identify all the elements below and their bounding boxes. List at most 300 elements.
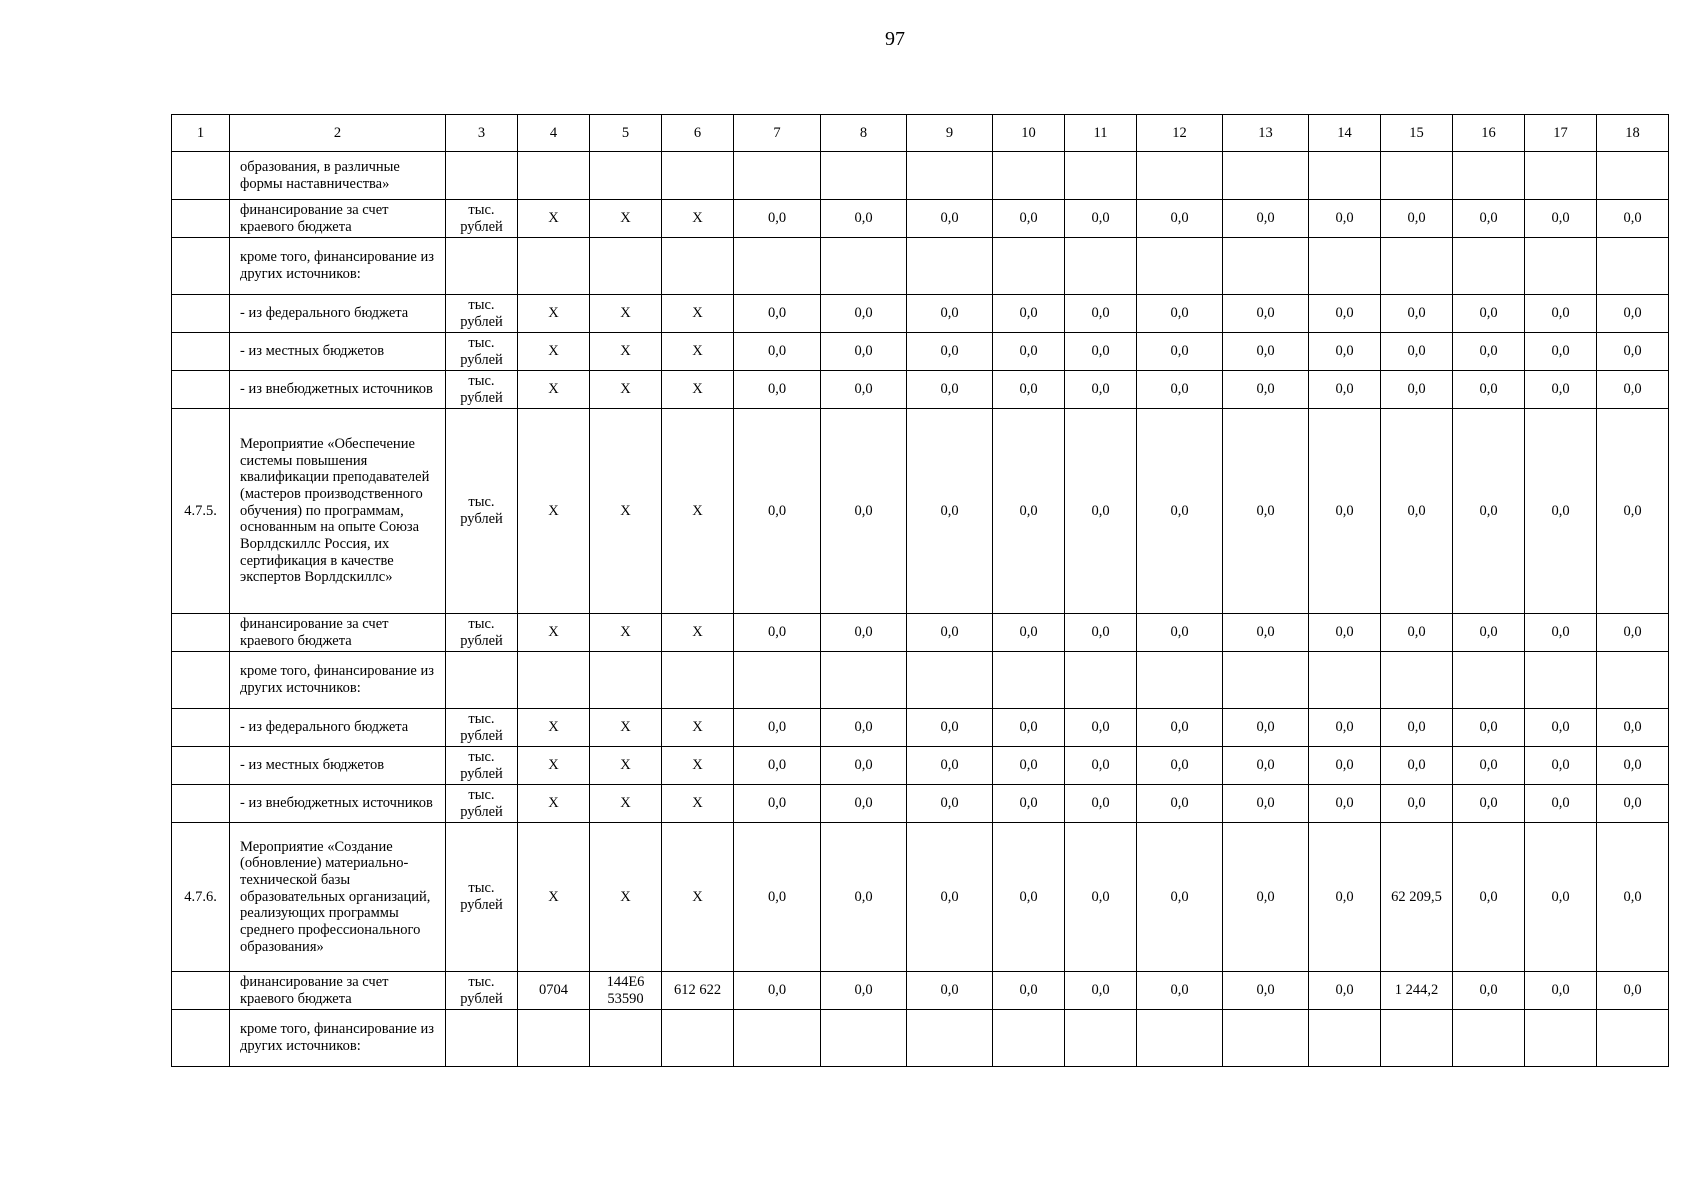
value-cell: 0,0 xyxy=(1597,295,1669,333)
value-cell: X xyxy=(590,785,662,823)
value-cell: 0,0 xyxy=(1453,371,1525,409)
value-cell: 0,0 xyxy=(1309,972,1381,1010)
table-row xyxy=(172,747,1669,785)
value-cell: 0,0 xyxy=(1597,709,1669,747)
value-cell: X xyxy=(518,823,590,972)
value-cell xyxy=(1137,1010,1223,1067)
value-cell xyxy=(518,1010,590,1067)
item-name-cell: - из федерального бюджета xyxy=(230,295,446,333)
item-name-cell: - из местных бюджетов xyxy=(230,747,446,785)
value-cell: тыс. рублей xyxy=(446,333,518,371)
table-body xyxy=(172,115,1669,1067)
row-number-cell xyxy=(172,1010,230,1067)
value-cell: 0,0 xyxy=(1597,371,1669,409)
column-header-8: 8 xyxy=(821,115,907,152)
header-row xyxy=(172,115,1669,152)
value-cell xyxy=(1065,238,1137,295)
value-cell: X xyxy=(662,709,734,747)
value-cell: 0,0 xyxy=(1223,785,1309,823)
value-cell: 0,0 xyxy=(1381,333,1453,371)
value-cell: 0,0 xyxy=(1065,614,1137,652)
value-cell: 0,0 xyxy=(993,823,1065,972)
value-cell: X xyxy=(590,709,662,747)
item-name-cell: кроме того, финансирование из других источников: xyxy=(230,238,446,295)
value-cell: 0,0 xyxy=(1381,295,1453,333)
item-name-cell: Мероприятие «Создание (обновление) материально-технической базы образовательных организаций, реализующих программы среднего профессионального образования» xyxy=(230,823,446,972)
value-cell: 0,0 xyxy=(1525,972,1597,1010)
value-cell: тыс. рублей xyxy=(446,371,518,409)
value-cell: 0,0 xyxy=(734,295,821,333)
value-cell xyxy=(1381,152,1453,200)
value-cell xyxy=(1453,652,1525,709)
table-row xyxy=(172,972,1669,1010)
value-cell: 0,0 xyxy=(1453,972,1525,1010)
value-cell xyxy=(1525,1010,1597,1067)
value-cell: тыс. рублей xyxy=(446,972,518,1010)
table-row xyxy=(172,333,1669,371)
value-cell xyxy=(446,238,518,295)
value-cell: 0,0 xyxy=(1525,747,1597,785)
item-name-cell: Мероприятие «Обеспечение системы повышения квалификации преподавателей (мастеров производственного обучения) по программам, основанным на опыте Союза Ворлдскиллс Россия, их сертификация в качестве экспертов Ворлдскиллс» xyxy=(230,409,446,614)
column-header-7: 7 xyxy=(734,115,821,152)
value-cell: X xyxy=(590,333,662,371)
page-number: 97 xyxy=(885,28,905,50)
value-cell xyxy=(1223,152,1309,200)
value-cell: X xyxy=(518,371,590,409)
value-cell: 0,0 xyxy=(993,747,1065,785)
row-number-cell xyxy=(172,200,230,238)
value-cell: 0,0 xyxy=(1453,333,1525,371)
row-number-cell xyxy=(172,972,230,1010)
value-cell: X xyxy=(662,295,734,333)
value-cell: 0,0 xyxy=(993,333,1065,371)
value-cell: 0,0 xyxy=(1453,200,1525,238)
value-cell xyxy=(1525,652,1597,709)
value-cell: 0,0 xyxy=(734,409,821,614)
value-cell xyxy=(1453,238,1525,295)
item-name-cell: кроме того, финансирование из других источников: xyxy=(230,652,446,709)
value-cell xyxy=(1381,238,1453,295)
column-header-14: 14 xyxy=(1309,115,1381,152)
value-cell: 0,0 xyxy=(993,614,1065,652)
table-row xyxy=(172,823,1669,972)
value-cell: 0,0 xyxy=(1223,200,1309,238)
value-cell xyxy=(1597,1010,1669,1067)
value-cell xyxy=(821,1010,907,1067)
value-cell: 0,0 xyxy=(1137,333,1223,371)
value-cell xyxy=(1309,1010,1381,1067)
value-cell: X xyxy=(518,785,590,823)
value-cell: 0,0 xyxy=(993,371,1065,409)
value-cell: тыс. рублей xyxy=(446,747,518,785)
column-header-1: 1 xyxy=(172,115,230,152)
value-cell: 1 244,2 xyxy=(1381,972,1453,1010)
value-cell xyxy=(907,1010,993,1067)
value-cell xyxy=(1223,652,1309,709)
value-cell: 0,0 xyxy=(821,823,907,972)
value-cell: 0,0 xyxy=(1137,614,1223,652)
item-name-cell: кроме того, финансирование из других источников: xyxy=(230,1010,446,1067)
table-row xyxy=(172,785,1669,823)
value-cell xyxy=(907,238,993,295)
value-cell: 0,0 xyxy=(907,747,993,785)
value-cell: 0,0 xyxy=(993,972,1065,1010)
value-cell: 0,0 xyxy=(1065,747,1137,785)
value-cell: 0,0 xyxy=(1223,614,1309,652)
row-number-cell xyxy=(172,785,230,823)
value-cell: тыс. рублей xyxy=(446,295,518,333)
value-cell xyxy=(1065,1010,1137,1067)
value-cell: 0,0 xyxy=(1597,333,1669,371)
value-cell: 0,0 xyxy=(1525,409,1597,614)
value-cell: 0,0 xyxy=(1223,295,1309,333)
value-cell xyxy=(1525,238,1597,295)
value-cell xyxy=(446,1010,518,1067)
value-cell: 0,0 xyxy=(1137,200,1223,238)
value-cell xyxy=(590,238,662,295)
value-cell xyxy=(662,652,734,709)
value-cell xyxy=(821,238,907,295)
value-cell: 0,0 xyxy=(1223,409,1309,614)
value-cell: 0,0 xyxy=(1381,785,1453,823)
value-cell: 0,0 xyxy=(1525,785,1597,823)
value-cell: 0,0 xyxy=(1381,614,1453,652)
table-row xyxy=(172,652,1669,709)
value-cell: 0,0 xyxy=(1597,614,1669,652)
value-cell: 0,0 xyxy=(1223,709,1309,747)
value-cell: 0,0 xyxy=(821,409,907,614)
value-cell: 0,0 xyxy=(1137,371,1223,409)
column-header-12: 12 xyxy=(1137,115,1223,152)
value-cell: 0,0 xyxy=(907,409,993,614)
value-cell: X xyxy=(662,747,734,785)
value-cell xyxy=(446,652,518,709)
value-cell: X xyxy=(590,614,662,652)
column-header-9: 9 xyxy=(907,115,993,152)
value-cell: 0,0 xyxy=(1065,371,1137,409)
table-row xyxy=(172,614,1669,652)
value-cell: 0,0 xyxy=(1597,785,1669,823)
value-cell xyxy=(662,238,734,295)
value-cell: X xyxy=(662,371,734,409)
value-cell xyxy=(1381,652,1453,709)
value-cell xyxy=(446,152,518,200)
value-cell xyxy=(1597,152,1669,200)
value-cell: X xyxy=(662,614,734,652)
value-cell xyxy=(1525,152,1597,200)
value-cell: X xyxy=(590,371,662,409)
item-name-cell: - из внебюджетных источников xyxy=(230,371,446,409)
value-cell: 0,0 xyxy=(1597,747,1669,785)
value-cell: 0,0 xyxy=(734,709,821,747)
value-cell: 0,0 xyxy=(1453,614,1525,652)
value-cell xyxy=(1597,238,1669,295)
value-cell: 0,0 xyxy=(1309,747,1381,785)
column-header-18: 18 xyxy=(1597,115,1669,152)
value-cell: 0,0 xyxy=(1453,709,1525,747)
value-cell: тыс. рублей xyxy=(446,409,518,614)
value-cell xyxy=(1597,652,1669,709)
value-cell: 0,0 xyxy=(907,709,993,747)
value-cell: 0,0 xyxy=(734,823,821,972)
value-cell xyxy=(1453,152,1525,200)
table-row xyxy=(172,371,1669,409)
value-cell: 0,0 xyxy=(1137,409,1223,614)
budget-table xyxy=(171,114,1669,1067)
column-header-6: 6 xyxy=(662,115,734,152)
value-cell: 0,0 xyxy=(821,333,907,371)
value-cell: 0,0 xyxy=(907,371,993,409)
value-cell: 0,0 xyxy=(1065,823,1137,972)
value-cell xyxy=(1223,1010,1309,1067)
value-cell: X xyxy=(518,200,590,238)
value-cell: 0,0 xyxy=(993,785,1065,823)
value-cell: 0,0 xyxy=(1381,747,1453,785)
value-cell: 0,0 xyxy=(993,709,1065,747)
value-cell: 0704 xyxy=(518,972,590,1010)
value-cell xyxy=(993,652,1065,709)
value-cell: X xyxy=(662,409,734,614)
value-cell xyxy=(518,238,590,295)
column-header-15: 15 xyxy=(1381,115,1453,152)
value-cell xyxy=(993,1010,1065,1067)
value-cell: тыс. рублей xyxy=(446,785,518,823)
value-cell: X xyxy=(662,333,734,371)
value-cell xyxy=(662,1010,734,1067)
value-cell: 0,0 xyxy=(1525,709,1597,747)
value-cell: 0,0 xyxy=(1137,295,1223,333)
value-cell xyxy=(734,652,821,709)
value-cell: 0,0 xyxy=(907,823,993,972)
value-cell: 0,0 xyxy=(1381,371,1453,409)
value-cell: 0,0 xyxy=(1137,747,1223,785)
value-cell: 0,0 xyxy=(1525,200,1597,238)
value-cell: 0,0 xyxy=(907,614,993,652)
column-header-11: 11 xyxy=(1065,115,1137,152)
row-number-cell xyxy=(172,152,230,200)
value-cell xyxy=(590,652,662,709)
value-cell: 0,0 xyxy=(734,972,821,1010)
column-header-10: 10 xyxy=(993,115,1065,152)
value-cell: 0,0 xyxy=(1309,409,1381,614)
value-cell: 0,0 xyxy=(821,200,907,238)
row-number-cell xyxy=(172,371,230,409)
value-cell: 0,0 xyxy=(1137,972,1223,1010)
value-cell: 0,0 xyxy=(1223,972,1309,1010)
value-cell: 0,0 xyxy=(1309,295,1381,333)
item-name-cell: финансирование за счет краевого бюджета xyxy=(230,200,446,238)
value-cell: 0,0 xyxy=(821,371,907,409)
value-cell: 0,0 xyxy=(993,200,1065,238)
value-cell: 0,0 xyxy=(821,614,907,652)
value-cell xyxy=(1065,652,1137,709)
value-cell: 0,0 xyxy=(734,785,821,823)
value-cell: 0,0 xyxy=(821,972,907,1010)
item-name-cell: финансирование за счет краевого бюджета xyxy=(230,972,446,1010)
value-cell: 0,0 xyxy=(1065,200,1137,238)
value-cell xyxy=(518,652,590,709)
value-cell xyxy=(1309,238,1381,295)
value-cell: 0,0 xyxy=(1453,823,1525,972)
row-number-cell xyxy=(172,295,230,333)
item-name-cell: образования, в различные формы наставничества» xyxy=(230,152,446,200)
row-number-cell: 4.7.5. xyxy=(172,409,230,614)
value-cell: X xyxy=(518,614,590,652)
value-cell xyxy=(993,152,1065,200)
table-row xyxy=(172,709,1669,747)
value-cell: 0,0 xyxy=(907,200,993,238)
column-header-17: 17 xyxy=(1525,115,1597,152)
value-cell xyxy=(590,1010,662,1067)
value-cell: 0,0 xyxy=(1223,823,1309,972)
value-cell: 612 622 xyxy=(662,972,734,1010)
value-cell xyxy=(734,1010,821,1067)
value-cell: 0,0 xyxy=(907,785,993,823)
value-cell: X xyxy=(662,785,734,823)
value-cell: 0,0 xyxy=(1309,614,1381,652)
value-cell: 62 209,5 xyxy=(1381,823,1453,972)
value-cell: 0,0 xyxy=(1525,295,1597,333)
value-cell xyxy=(1065,152,1137,200)
value-cell xyxy=(662,152,734,200)
value-cell: 0,0 xyxy=(1065,785,1137,823)
value-cell xyxy=(1223,238,1309,295)
value-cell: X xyxy=(518,409,590,614)
value-cell: 0,0 xyxy=(1525,371,1597,409)
value-cell: 0,0 xyxy=(1137,823,1223,972)
value-cell: 0,0 xyxy=(1525,614,1597,652)
table-row xyxy=(172,409,1669,614)
table-row xyxy=(172,1010,1669,1067)
value-cell xyxy=(518,152,590,200)
value-cell: 0,0 xyxy=(1381,409,1453,614)
value-cell xyxy=(1137,238,1223,295)
value-cell: 144E6 53590 xyxy=(590,972,662,1010)
item-name-cell: - из местных бюджетов xyxy=(230,333,446,371)
row-number-cell xyxy=(172,333,230,371)
table-row xyxy=(172,152,1669,200)
value-cell xyxy=(1309,652,1381,709)
item-name-cell: - из внебюджетных источников xyxy=(230,785,446,823)
value-cell xyxy=(907,152,993,200)
value-cell: 0,0 xyxy=(993,409,1065,614)
value-cell: 0,0 xyxy=(1309,371,1381,409)
value-cell: X xyxy=(590,295,662,333)
value-cell: 0,0 xyxy=(1137,709,1223,747)
value-cell: 0,0 xyxy=(1453,409,1525,614)
value-cell: 0,0 xyxy=(734,747,821,785)
value-cell: тыс. рублей xyxy=(446,614,518,652)
value-cell: 0,0 xyxy=(1309,333,1381,371)
value-cell: 0,0 xyxy=(1453,747,1525,785)
value-cell xyxy=(1309,152,1381,200)
value-cell: 0,0 xyxy=(821,709,907,747)
value-cell: тыс. рублей xyxy=(446,823,518,972)
row-number-cell xyxy=(172,709,230,747)
value-cell: 0,0 xyxy=(1223,371,1309,409)
value-cell xyxy=(1381,1010,1453,1067)
row-number-cell xyxy=(172,652,230,709)
value-cell: X xyxy=(590,747,662,785)
value-cell: X xyxy=(518,709,590,747)
value-cell xyxy=(734,152,821,200)
value-cell xyxy=(590,152,662,200)
value-cell: 0,0 xyxy=(907,333,993,371)
column-header-3: 3 xyxy=(446,115,518,152)
value-cell: 0,0 xyxy=(821,785,907,823)
value-cell: X xyxy=(662,200,734,238)
value-cell: тыс. рублей xyxy=(446,709,518,747)
value-cell: 0,0 xyxy=(1223,333,1309,371)
value-cell: 0,0 xyxy=(734,333,821,371)
value-cell: X xyxy=(590,409,662,614)
value-cell: 0,0 xyxy=(907,295,993,333)
value-cell xyxy=(1453,1010,1525,1067)
value-cell: 0,0 xyxy=(1597,409,1669,614)
value-cell: 0,0 xyxy=(907,972,993,1010)
value-cell: 0,0 xyxy=(1309,709,1381,747)
column-header-5: 5 xyxy=(590,115,662,152)
row-number-cell xyxy=(172,238,230,295)
value-cell: X xyxy=(518,295,590,333)
item-name-cell: - из федерального бюджета xyxy=(230,709,446,747)
value-cell xyxy=(821,152,907,200)
column-header-4: 4 xyxy=(518,115,590,152)
table-row xyxy=(172,295,1669,333)
value-cell: 0,0 xyxy=(1597,823,1669,972)
value-cell: X xyxy=(518,747,590,785)
value-cell xyxy=(1137,652,1223,709)
table-row xyxy=(172,200,1669,238)
value-cell: 0,0 xyxy=(1137,785,1223,823)
column-header-13: 13 xyxy=(1223,115,1309,152)
value-cell: 0,0 xyxy=(1453,295,1525,333)
value-cell: 0,0 xyxy=(1065,333,1137,371)
value-cell: 0,0 xyxy=(1223,747,1309,785)
value-cell: 0,0 xyxy=(1453,785,1525,823)
value-cell: 0,0 xyxy=(1309,785,1381,823)
value-cell: 0,0 xyxy=(1597,972,1669,1010)
value-cell: X xyxy=(590,200,662,238)
value-cell: 0,0 xyxy=(1309,823,1381,972)
value-cell xyxy=(734,238,821,295)
value-cell: 0,0 xyxy=(821,747,907,785)
value-cell: тыс. рублей xyxy=(446,200,518,238)
value-cell: X xyxy=(590,823,662,972)
table-row xyxy=(172,238,1669,295)
value-cell: 0,0 xyxy=(734,614,821,652)
row-number-cell xyxy=(172,614,230,652)
value-cell xyxy=(993,238,1065,295)
value-cell: 0,0 xyxy=(821,295,907,333)
value-cell: 0,0 xyxy=(1381,200,1453,238)
row-number-cell xyxy=(172,747,230,785)
value-cell: 0,0 xyxy=(1597,200,1669,238)
value-cell: X xyxy=(518,333,590,371)
value-cell: 0,0 xyxy=(1525,823,1597,972)
value-cell: 0,0 xyxy=(734,371,821,409)
value-cell xyxy=(821,652,907,709)
value-cell: 0,0 xyxy=(1309,200,1381,238)
value-cell: 0,0 xyxy=(1065,709,1137,747)
value-cell: X xyxy=(662,823,734,972)
value-cell: 0,0 xyxy=(993,295,1065,333)
value-cell xyxy=(907,652,993,709)
value-cell: 0,0 xyxy=(734,200,821,238)
column-header-16: 16 xyxy=(1453,115,1525,152)
value-cell: 0,0 xyxy=(1065,295,1137,333)
row-number-cell: 4.7.6. xyxy=(172,823,230,972)
